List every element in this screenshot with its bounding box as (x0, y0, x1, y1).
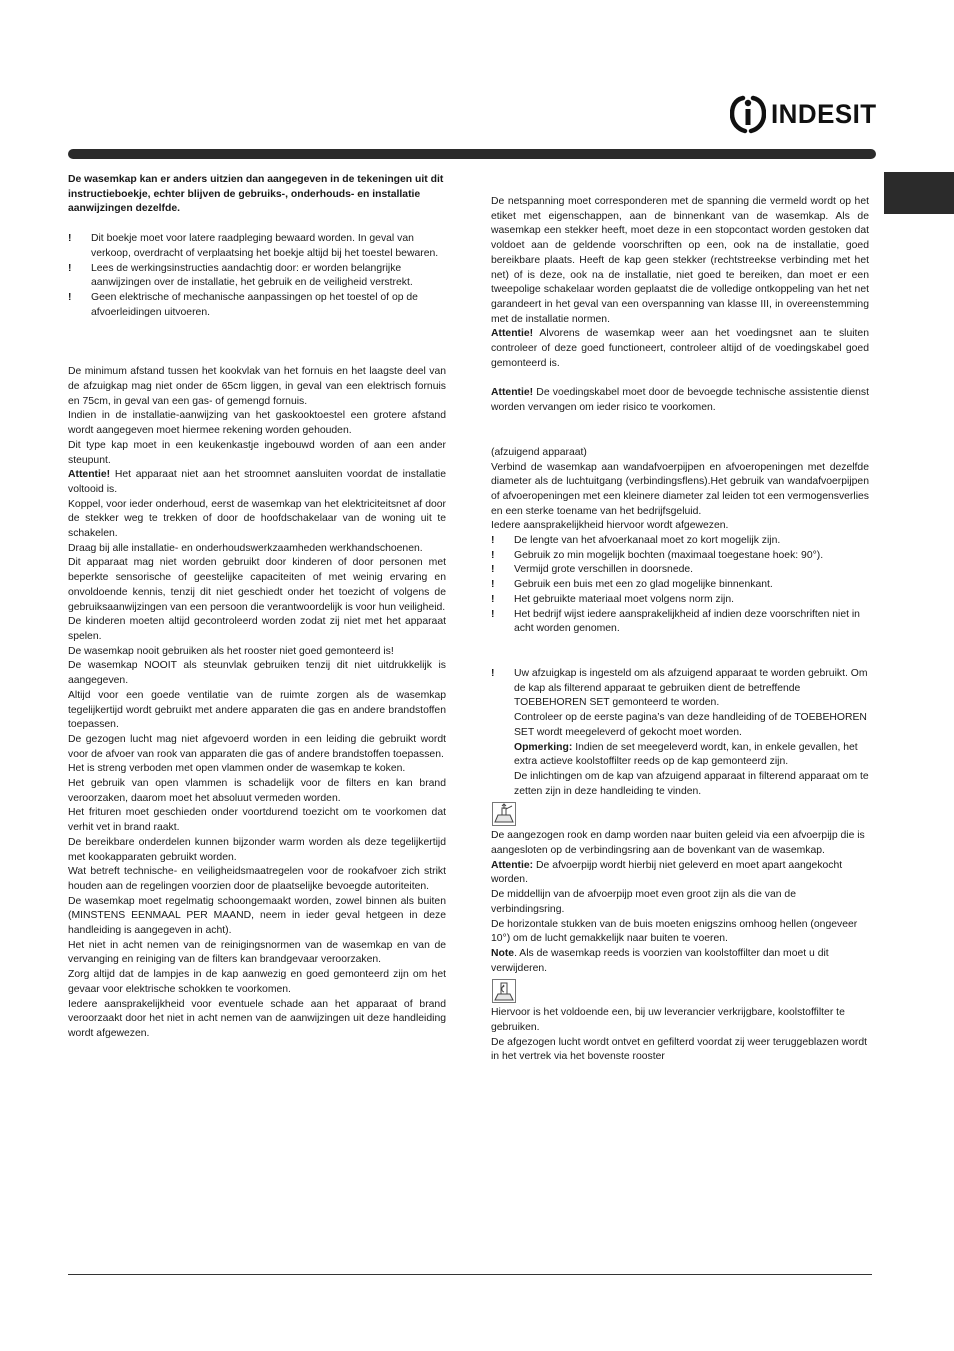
duct-subtitle: (afzuigend apparaat) (491, 446, 587, 458)
safety-para: Draag bij alle installatie- en onderhoudswerkzaamheden werkhandschoenen. (68, 542, 423, 554)
duct-list-item: ! Het gebruikte materiaal moet volgens norm zijn. (491, 593, 869, 608)
bullet-mark: ! (68, 291, 72, 303)
language-tab (884, 172, 954, 214)
safety-para: Het gebruik van open vlammen is schadelijk voor de filters en kan brand veroorzaken, daarom moet het absoluut vermeden worden. (68, 778, 446, 804)
attentie-label: Attentie! (491, 387, 534, 399)
recirc-para: Hiervoor is het voldoende een, bij uw leverancier verkrijgbare, koolstoffilter te gebruiken. (491, 1007, 845, 1034)
attentie-para: Attentie! De voedingskabel moet door de bevoegde technische assistentie dienst worden vervangen om ieder risico te voorkomen. (491, 387, 869, 414)
footer-rule (68, 1274, 872, 1275)
bullet-mark: ! (491, 564, 495, 576)
safety-para: De wasemkap nooit gebruiken als het rooster niet goed gemonteerd is! (68, 645, 394, 657)
bullet-mark: ! (491, 549, 495, 561)
duct-disclaimer: Iedere aansprakelijkheid hiervoor wordt afgewezen. (491, 520, 729, 532)
safety-para: Zorg altijd dat de lampjes in de kap aanwezig en goed gemonteerd zijn om het gevaar voor elektrische schokken te voorkomen. (68, 969, 446, 995)
safety-para: Koppel, voor ieder onderhoud, eerst de wasemkap van het elektriciteitsnet af door de stekker weg te trekken of door de hoofdschakelaar van de woning uit te schakelen. (68, 498, 446, 540)
exhaust-para: De aangezogen rook en damp worden naar buiten geleid via een afvoerpijp die is aangesloten op de verbindingsring aan de bovenkant van de wasemkap. (491, 830, 865, 857)
bullet-mark: ! (491, 535, 495, 547)
left-column (68, 173, 446, 1042)
indesit-logo-icon (730, 94, 766, 134)
safety-para: Het is streng verboden met open vlammen onder de wasemkap te koken. (68, 763, 406, 775)
brand-name: INDESIT (771, 98, 877, 129)
duct-list-item: ! De lengte van het afvoerkanaal moet zo kort mogelijk zijn. (491, 534, 869, 549)
recirculation-mode-icon (492, 979, 516, 1003)
safety-para: Iedere aansprakelijkheid voor eventuele schade aan het apparaat of brand veroorzaakt door het niet in acht nemen van de aanwijzingen uit deze handleiding wordt afgewezen. (68, 998, 446, 1039)
intro-text: De wasemkap kan er anders uitzien dan aangegeven in de tekeningen uit dit instructieboekje, echter blijven de gebruiks-, onderhouds- en installatie aanwijzingen dezelfde. (68, 174, 444, 215)
safety-para: De gezogen lucht mag niet afgevoerd worden in een leiding die gebruikt wordt voor de afvoer van rook van apparaten die gas of andere brandstoffen toepassen. (68, 733, 446, 760)
exhaust-mode-icon (492, 802, 516, 826)
safety-para: Het frituren moet geschieden onder voortdurend toezicht om te voorkomen dat verhit vet in brand raakt. (68, 807, 446, 834)
bullet-mark: ! (491, 667, 495, 679)
note-item: ! Lees de werkingsinstructies aandachtig door: er worden belangrijke aanwijzingen over de installatie, het gebruik en de veiligheid verstrekt. (68, 262, 413, 289)
note-para: Note. Als de wasemkap reeds is voorzien van koolstoffilter dan moet u dit verwijderen. (491, 947, 829, 974)
note-item: ! Dit boekje moet voor latere raadpleging bewaard worden. In geval van verkoop, overdracht of verplaatsing het boekje altijd bij het toestel bewaren. (68, 233, 439, 259)
bullet-mark: ! (491, 593, 495, 605)
safety-para: De bereikbare onderdelen kunnen bijzonder warm worden als deze tegelijkertijd met kookapparaten gebruikt worden. (68, 836, 446, 863)
attentie-para: Attentie! Alvorens de wasemkap weer aan het voedingsnet aan te sluiten controleer of deze goed functioneert, controleer altijd of de voedingskabel goed gemonteerd is. (491, 328, 869, 369)
bullet-mark: ! (68, 262, 72, 274)
safety-para: Indien in de installatie-aanwijzing van het gaskooktoestel een grotere afstand wordt aangegeven moet hiermee rekening worden gehouden. (68, 410, 446, 437)
bullet-mark: ! (68, 233, 72, 245)
duct-para: Verbind de wasemkap aan wandafvoerpijpen en afvoeropeningen met dezelfde diameter als de luchtuitgang (verbindingsflens).Het gebruik van wandafvoerpijpen of afvoeropeningen met een kleinere diameter zal leiden tot een vermogensverlies en een sterke toename van het bedrijfsgeluid. (491, 461, 869, 517)
safety-para: De wasemkap NOOIT als steunvlak gebruiken tenzij dit niet uitdrukkelijk is aangegeven. (68, 660, 446, 687)
right-column (491, 195, 869, 1065)
safety-para: Wat betreft technische- en veiligheidsmaatregelen voor de rookafvoer zich strikt houden aan de regelingen voorzien door de plaatselijke bevoegde autoriteiten. (68, 866, 446, 892)
safety-para: De kinderen moeten altijd gecontroleerd worden zodat zij niet met het apparaat spelen. (68, 616, 446, 642)
attentie-label: Attentie: (491, 859, 534, 871)
attentie-para: Attentie: De afvoerpijp wordt hierbij niet geleverd en moet apart aangekocht worden. (491, 859, 843, 886)
safety-para: Het niet in acht nemen van de reinigingsnormen van de wasemkap en van de vervanging en reiniging van de filters kan brandgevaar veroorzaken. (68, 939, 446, 966)
exhaust-para: De horizontale stukken van de buis moeten enigszins omhoog hellen (ongeveer 10°) om de lucht gemakkelijk naar buiten te voeren. (491, 918, 858, 945)
attentie-para: Attentie! Het apparaat niet aan het stroomnet aansluiten voordat de installatie voltooid is. (68, 469, 446, 495)
exhaust-para: De middellijn van de afvoerpijp moet even groot zijn als die van de verbindingsring. (491, 889, 796, 915)
note-item: ! Geen elektrische of mechanische aanpassingen op het toestel of op de afvoerleidingen uitvoeren. (68, 291, 418, 318)
safety-para: Dit type kap moet in een keukenkastje ingebouwd worden of aan een ander steupunt. (68, 439, 446, 466)
safety-para: Altijd voor een goede ventilatie van de ruimte zorgen als de wasemkap tegelijkertijd wordt gebruikt met andere apparaten die gas en andere brandstoffen toepassen. (68, 689, 446, 731)
note-label: Note (491, 947, 515, 959)
header-bar (68, 149, 876, 159)
duct-list-item: ! Vermijd grote verschillen in doorsnede. (491, 563, 869, 578)
attentie-label: Attentie! (491, 328, 534, 340)
filter-note: ! Uw afzuigkap is ingesteld om als afzuigend apparaat te worden gebruikt. Om de kap als filterend apparaat te gebruiken dient de betreffende TOEBEHOREN SET gemonteerd te worden. Controleer op de eerste pagina’s van deze handleiding of de TOEBEHOREN SET wordt meegeleverd of gekocht moet worden. Opmerking: Indien de set meegeleverd wordt, kan, in enkele gevallen, het extra actieve koolstoffilter reeds op de kap gemonteerd zijn. De inlichtingen om de kap van afzuigend apparaat in filterend apparaat om te zetten zijn in deze handleiding te vinden. (491, 667, 869, 797)
safety-para: De wasemkap moet regelmatig schoongemaakt worden, zowel binnen als buiten (MINSTENS EENMAAL PER MAAND, neem in ieder geval hetgeen in deze handleiding is aangegeven in acht). (68, 895, 446, 937)
duct-list-item: ! Gebruik zo min mogelijk bochten (maximaal toegestane hoek: 90°). (491, 549, 869, 564)
safety-para: De minimum afstand tussen het kookvlak van het fornuis en het laagste deel van de afzuigkap mag niet onder de 65cm liggen, in geval van een elektrisch fornuis en 75cm, in geval van een gas- of gemengd fornuis. (68, 366, 446, 407)
opmerking-label: Opmerking: (514, 741, 573, 753)
duct-list-item: ! Gebruik een buis met een zo glad mogelijke binnenkant. (491, 578, 869, 593)
duct-list-item: ! Het bedrijf wijst iedere aansprakelijkheid af indien deze voorschriften niet in acht worden genomen. (491, 608, 860, 635)
electrical-para: De netspanning moet corresponderen met de spanning die vermeld wordt op het etiket met eigenschappen, aan de binnenkant van de wasemkap. Als de wasemkap een stekker heeft, moet deze in een stopcontact worden gestoken dat voldoet aan de geldende voorschriften op een, ook na de installatie, goed bereikbare plaats. Heeft de kap geen stekker (rechtstreekse verbinding met het net) of is deze, ook na de installatie, niet goed te bereiken, dan moet er een tweepolige schakelaar worden geplaatst die de volledige ontkoppeling van het net garandeert in het geval van een overspanning van klasse III, in overeenstemming met de installatie normen. (491, 196, 869, 325)
bullet-mark: ! (491, 579, 495, 591)
attentie-label: Attentie! (68, 469, 111, 481)
recirc-para: De afgezogen lucht wordt ontvet en gefilterd voordat zij weer teruggeblazen wordt in het vertrek via het bovenste rooster (491, 1036, 868, 1063)
brand-logo (730, 94, 881, 134)
bullet-mark: ! (491, 608, 495, 620)
safety-para: Dit apparaat mag niet worden gebruikt door kinderen of door personen met beperkte sensorische of geestelijke capaciteiten of met weinig ervaring en onvoldoende kennis, tenzij dit niet geschiedt onder het toezicht of volgens de gebruiksaanwijzingen van een persoon die verantwoordelijk is voor hun veiligheid. (68, 557, 446, 613)
